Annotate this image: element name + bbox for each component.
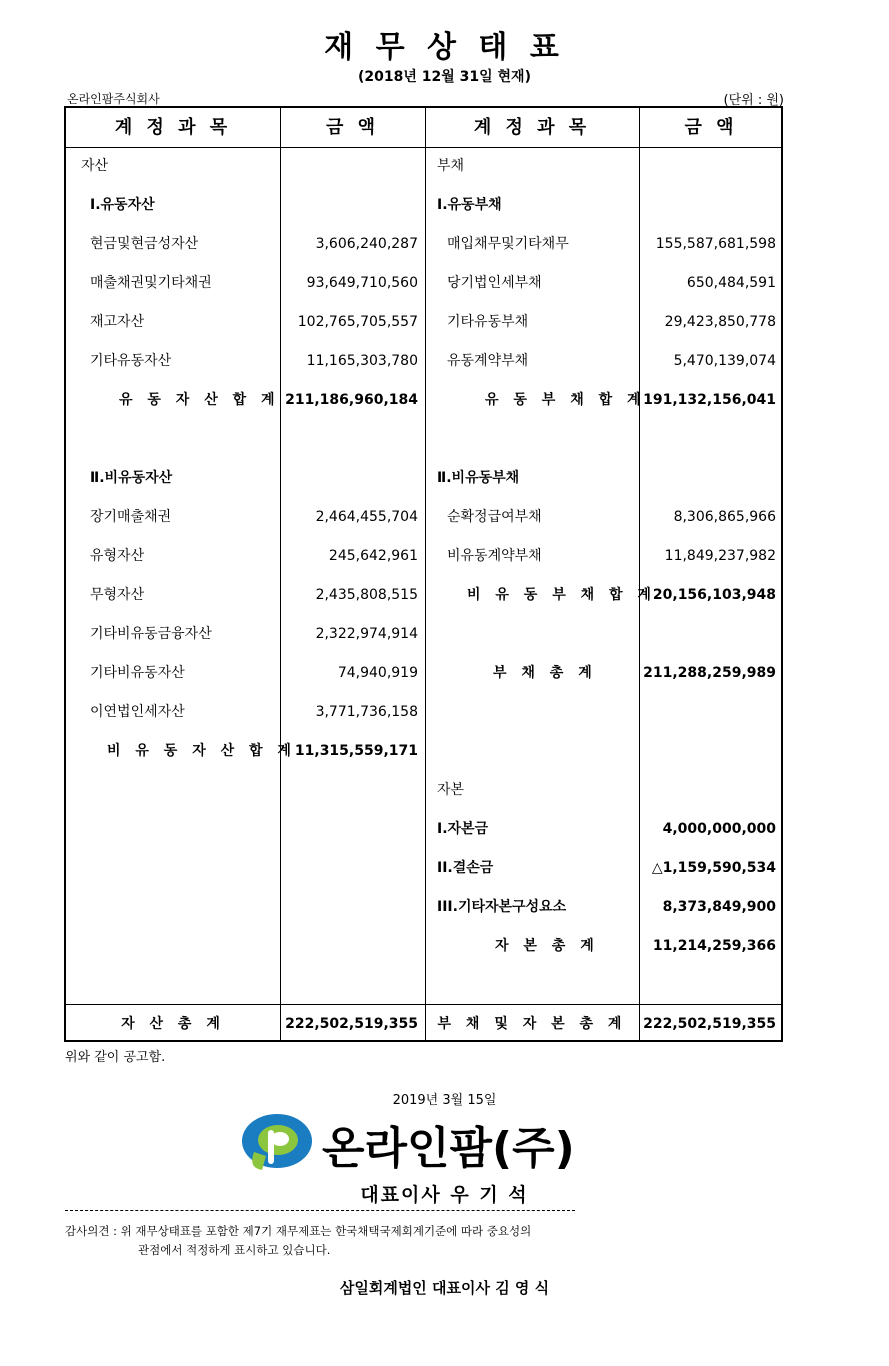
company-logo (240, 1110, 620, 1175)
left-row-label: 유형자산 (90, 548, 145, 564)
left-row-amount: 2,322,974,914 (315, 626, 418, 642)
left-row-amount: 102,765,705,557 (297, 314, 418, 330)
left-row-amount: 211,186,960,184 (285, 392, 418, 408)
announcement-date: 2019년 3월 15일 (392, 1093, 497, 1108)
left-row-label: 기타비유동자산 (90, 665, 185, 681)
document-date: (2018년 12월 31일 현재) (358, 69, 531, 85)
right-row-amount: 4,000,000,000 (662, 821, 776, 837)
right-row-label: 자본 (437, 782, 465, 798)
logo-text: 온라인팜(주) (322, 1123, 575, 1174)
total-assets-amount: 222,502,519,355 (285, 1016, 418, 1032)
header-left-account: 계 정 과 목 (114, 117, 232, 138)
left-row-amount: 2,464,455,704 (315, 509, 418, 525)
unit-label: (단위 : 원) (723, 93, 784, 108)
total-liabilities-equity-amount: 222,502,519,355 (643, 1016, 776, 1032)
right-row-label: I.자본금 (437, 821, 489, 837)
ceo-signature: 대표이사 우 기 석 (360, 1184, 529, 1206)
left-row-amount: 3,771,736,158 (315, 704, 418, 720)
right-row-amount: 191,132,156,041 (643, 392, 776, 408)
right-row-amount: 211,288,259,989 (643, 665, 776, 681)
separator-line (65, 1210, 575, 1211)
right-row-amount: △1,159,590,534 (651, 860, 776, 876)
total-divider (66, 1004, 781, 1005)
right-row-label: 부채 (437, 158, 465, 174)
right-row-amount: 650,484,591 (686, 275, 776, 291)
audit-opinion-line1: 감사의견 : 위 재무상태표를 포함한 제7기 재무제표는 한국채택국제회계기준에 따라 중요성의 (65, 1224, 532, 1238)
right-row-label: 기타유동부채 (447, 314, 529, 330)
left-row-label: 기타비유동금융자산 (90, 626, 212, 642)
left-row-label: 현금및현금성자산 (90, 236, 199, 252)
col-divider (425, 108, 426, 1040)
left-row-amount: 93,649,710,560 (306, 275, 418, 291)
document-title: 재 무 상 태 표 (324, 30, 565, 65)
auditor-name: 삼일회계법인 대표이사 김 영 식 (339, 1279, 550, 1297)
notice-text: 위와 같이 공고함. (65, 1050, 166, 1065)
right-row-amount: 11,214,259,366 (652, 938, 776, 954)
right-row-label: III.기타자본구성요소 (437, 899, 567, 915)
left-row-amount: 2,435,808,515 (315, 587, 418, 603)
right-row-amount: 20,156,103,948 (652, 587, 776, 603)
left-row-label: Ⅱ.비유동자산 (90, 470, 173, 486)
right-row-amount: 155,587,681,598 (655, 236, 776, 252)
left-row-label: 기타유동자산 (90, 353, 172, 369)
left-row-label: 자산 (81, 158, 109, 174)
right-row-amount: 8,306,865,966 (673, 509, 776, 525)
left-row-label: 유 동 자 산 합 계 (119, 392, 280, 408)
right-row-amount: 8,373,849,900 (662, 899, 776, 915)
right-row-label: 당기법인세부채 (447, 275, 542, 291)
right-row-amount: 5,470,139,074 (673, 353, 776, 369)
left-row-label: 비 유 동 자 산 합 계 (107, 743, 296, 759)
left-row-amount: 3,606,240,287 (315, 236, 418, 252)
right-row-label: 순확정급여부채 (447, 509, 542, 525)
right-row-label: 매입채무및기타채무 (447, 236, 569, 252)
left-row-amount: 245,642,961 (328, 548, 418, 564)
audit-opinion-line2: 관점에서 적정하게 표시하고 있습니다. (138, 1243, 331, 1257)
header-right-amount: 금 액 (684, 117, 738, 138)
right-row-label: Ⅱ.비유동부채 (437, 470, 520, 486)
left-row-amount: 74,940,919 (337, 665, 418, 681)
right-row-label: 자 본 총 계 (495, 938, 599, 954)
header-left-amount: 금 액 (325, 117, 380, 138)
left-row-amount: 11,315,559,171 (294, 743, 418, 759)
right-row-label: Ⅰ.유동부채 (437, 197, 502, 213)
left-row-label: 장기매출채권 (90, 509, 172, 525)
right-row-label: 비유동계약부채 (447, 548, 542, 564)
left-row-label: 재고자산 (90, 314, 145, 330)
company-name: 온라인팜주식회사 (67, 92, 160, 106)
left-row-label: Ⅰ.유동자산 (90, 197, 155, 213)
right-row-label: 부 채 총 계 (493, 665, 597, 681)
left-row-amount: 11,165,303,780 (306, 353, 418, 369)
total-liabilities-equity-label: 부 채 및 자 본 총 계 (437, 1016, 627, 1032)
right-row-label: 유 동 부 채 합 계 (485, 392, 646, 408)
header-right-account: 계 정 과 목 (473, 117, 591, 138)
left-row-label: 무형자산 (90, 587, 145, 603)
left-row-label: 매출채권및기타채권 (90, 275, 212, 291)
right-row-amount: 11,849,237,982 (664, 548, 776, 564)
balance-sheet-table (64, 106, 783, 1042)
right-row-label: 비 유 동 부 채 합 계 (467, 587, 656, 603)
right-row-amount: 29,423,850,778 (664, 314, 776, 330)
right-row-label: II.결손금 (437, 860, 494, 876)
right-row-label: 유동계약부채 (447, 353, 529, 369)
left-row-label: 이연법인세자산 (90, 704, 185, 720)
total-assets-label: 자 산 총 계 (121, 1016, 225, 1032)
